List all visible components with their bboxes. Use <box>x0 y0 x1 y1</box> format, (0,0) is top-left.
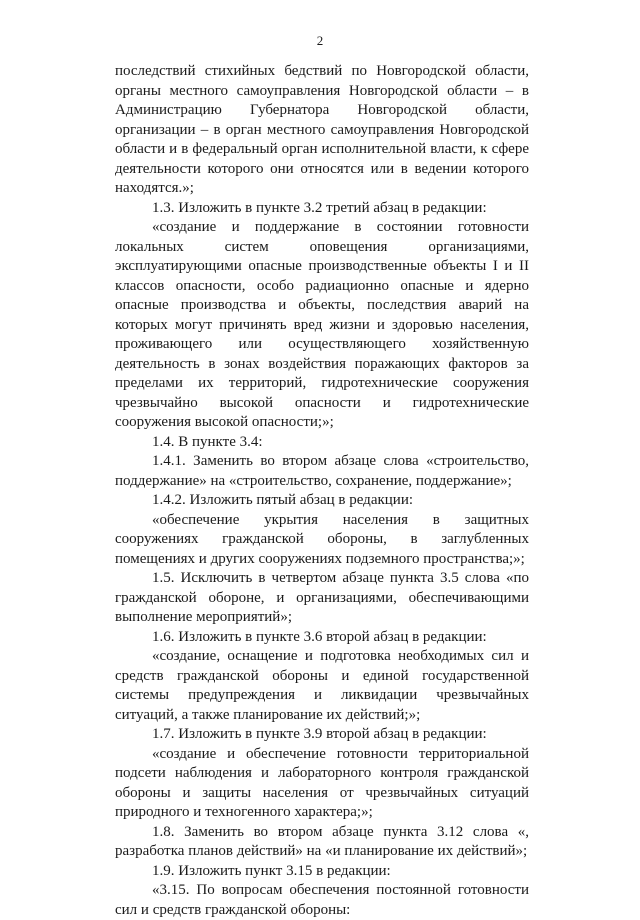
paragraph-1-3: 1.3. Изложить в пункте 3.2 третий абзац в редакции: <box>152 199 487 216</box>
paragraph-1-7-text: «создание и обеспечение готовности территориальной подсети наблюдения и лабораторного контроля гражданской обороны и защиты населения от чрезвычайных ситуаций природного и техногенного характера;»; <box>115 745 529 820</box>
paragraph-continuation: последствий стихийных бедствий по Новгородской области, органы местного самоуправления Новгородской области – в Администрацию Губернатора Новгородской области, организации – в орган местного самоуправления Новгородской области и в федеральный орган исполнительной власти, к сфере деятельности которого они относятся или в ведении которого находятся.»; <box>115 63 529 196</box>
paragraph-1-5: 1.5. Исключить в четвертом абзаце пункта 3.5 слова «по гражданской обороне, и организациями, обеспечивающими выполнение мероприятий»; <box>115 570 529 625</box>
paragraph-1-4-2-text: «обеспечение укрытия населения в защитных сооружениях гражданской обороны, в заглубленных помещениях и других сооружениях подземного пространства;»; <box>115 511 529 567</box>
paragraph-1-3-text: «создание и поддержание в состоянии готовности локальных систем оповещения организациями, эксплуатирующими опасные производственные объекты I и II классов опасности, особо радиационно опасные и ядерно опасные производства и объекты, последствия аварий на которых могут причинять вред жизни и здоровью населения, проживающего или осуществляющего хозяйственную деятельность в зонах воздействия поражающих факторов за пределами их территорий, гидротехнические сооружения чрезвычайно высокой опасности и гидротехнические сооружения высокой опасности;»; <box>115 219 529 430</box>
paragraph-1-4: 1.4. В пункте 3.4: <box>152 433 263 450</box>
paragraph-1-6-text: «создание, оснащение и подготовка необходимых сил и средств гражданской обороны и единой государственной системы предупреждения и ликвидации чрезвычайных ситуаций, а также планирование их действий;»; <box>115 648 529 723</box>
paragraph-1-4-1: 1.4.1. Заменить во втором абзаце слова «строительство, поддержание» на «строительство, сохранение, поддержание»; <box>115 453 529 489</box>
paragraph-1-6: 1.6. Изложить в пункте 3.6 второй абзац в редакции: <box>152 628 487 645</box>
page-number: 2 <box>316 33 324 48</box>
document-body <box>115 62 529 920</box>
paragraph-3-15: «3.15. По вопросам обеспечения постоянной готовности сил и средств гражданской обороны: <box>115 882 529 918</box>
paragraph-1-4-2: 1.4.2. Изложить пятый абзац в редакции: <box>152 492 414 508</box>
paragraph-1-8: 1.8. Заменить во втором абзаце пункта 3.12 слова «, разработка планов действий» на «и планирование их действий»; <box>115 823 529 859</box>
paragraph-1-7: 1.7. Изложить в пункте 3.9 второй абзац в редакции: <box>152 726 487 742</box>
paragraph-1-9: 1.9. Изложить пункт 3.15 в редакции: <box>152 862 391 879</box>
